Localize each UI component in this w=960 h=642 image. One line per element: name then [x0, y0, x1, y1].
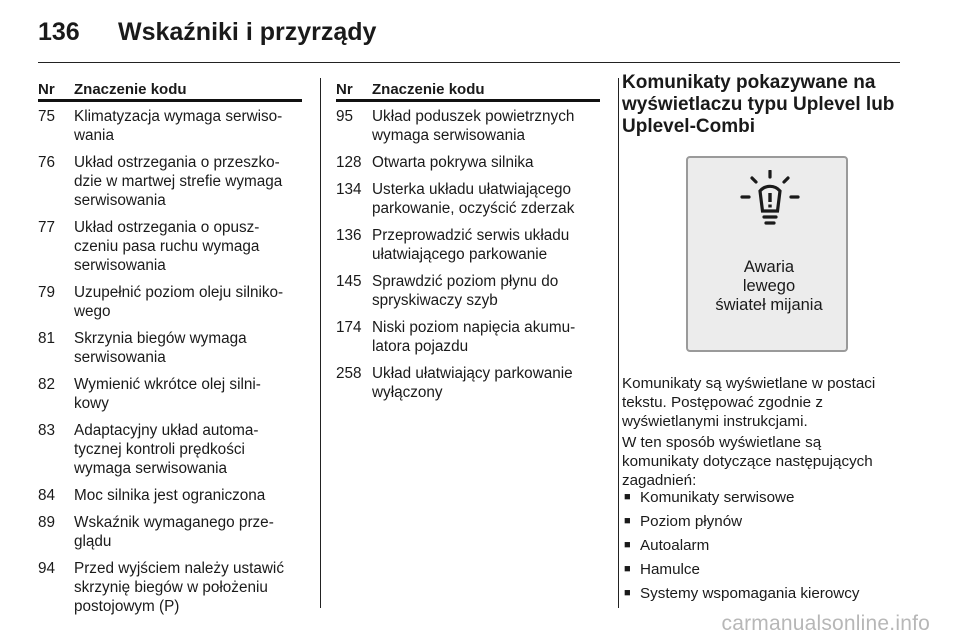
paragraph — [622, 374, 912, 431]
text-line: wyświetlaczu typu Uplevel lub — [622, 94, 895, 115]
bullet-list — [622, 488, 912, 608]
table-row — [336, 364, 600, 402]
column-header-meaning: Znaczenie kodu — [372, 81, 485, 98]
code-meaning — [372, 180, 600, 218]
text-line: parkowanie, oczyścić zderzak — [372, 200, 575, 217]
page-title: Wskaźniki i przyrządy — [118, 18, 377, 46]
list-item-text: Hamulce — [640, 561, 700, 578]
paragraph — [622, 433, 912, 490]
table-row — [38, 513, 302, 551]
text-line: Komunikaty pokazywane na — [622, 72, 876, 93]
code-table-middle — [336, 80, 600, 410]
text-line: wymaga serwisowania — [372, 127, 526, 144]
code-number: 82 — [38, 376, 56, 393]
watermark: carmanualsonline.info — [721, 612, 930, 635]
text-line: glądu — [74, 533, 112, 550]
code-meaning — [372, 318, 600, 356]
text-line: dzie w martwej strefie wymaga — [74, 173, 283, 190]
text-line: serwisowania — [74, 192, 166, 209]
code-number: 84 — [38, 487, 56, 504]
table-row — [38, 486, 302, 505]
table-row — [38, 329, 302, 367]
text-line: skrzynię biegów w położeniu — [74, 579, 268, 596]
table-row — [38, 559, 302, 616]
text-line: Komunikaty są wyświetlane w postaci — [622, 375, 876, 392]
table-row — [38, 421, 302, 478]
text-line: postojowym (P) — [74, 598, 180, 615]
bullet-square-icon: ■ — [624, 491, 631, 503]
text-line: Klimatyzacja wymaga serwiso- — [74, 108, 283, 125]
list-item — [622, 512, 912, 531]
bullet-square-icon: ■ — [624, 515, 631, 527]
table-rows — [336, 107, 600, 402]
low-beam-lamp-failure-icon — [740, 170, 800, 238]
table-row — [336, 272, 600, 310]
code-meaning — [372, 272, 600, 310]
text-line: Uzupełnić poziom oleju silniko- — [74, 284, 284, 301]
table-row — [38, 218, 302, 275]
text-line: Skrzynia biegów wymaga — [74, 330, 247, 347]
text-line: Sprawdzić poziom płynu do — [372, 273, 559, 290]
table-row — [336, 153, 600, 172]
code-number: 81 — [38, 330, 56, 347]
code-number: 258 — [336, 365, 362, 382]
code-meaning — [372, 153, 600, 172]
text-line: Przeprowadzić serwis układu — [372, 227, 570, 244]
text-line: lewego — [742, 277, 796, 295]
code-number: 79 — [38, 284, 56, 301]
text-line: wymaga serwisowania — [74, 460, 228, 477]
text-line: Usterka układu ułatwiającego — [372, 181, 571, 198]
code-number: 76 — [38, 154, 56, 171]
code-meaning — [74, 486, 302, 505]
table-header — [38, 80, 302, 102]
table-header — [336, 80, 600, 102]
column-header-meaning: Znaczenie kodu — [74, 81, 187, 98]
code-number: 75 — [38, 108, 56, 125]
text-line: świateł mijania — [715, 296, 823, 314]
section-title — [622, 72, 904, 138]
text-line: serwisowania — [74, 349, 166, 366]
text-line: Adaptacyjny układ automa- — [74, 422, 259, 439]
text-line: Wymienić wkrótce olej silni- — [74, 376, 261, 393]
column-divider — [320, 78, 321, 608]
code-number: 174 — [336, 319, 362, 336]
text-line: Otwarta pokrywa silnika — [372, 154, 534, 171]
table-row — [38, 375, 302, 413]
code-number: 136 — [336, 227, 362, 244]
text-line: wyświetlanymi instrukcjami. — [622, 413, 808, 430]
text-line: Niski poziom napięcia akumu- — [372, 319, 576, 336]
bullet-square-icon: ■ — [624, 539, 631, 551]
code-meaning — [74, 375, 302, 413]
display-panel — [686, 156, 848, 352]
code-number: 128 — [336, 154, 362, 171]
text-line: Uplevel-Combi — [622, 116, 756, 137]
text-line: serwisowania — [74, 257, 166, 274]
text-line: tekstu. Postępować zgodnie z — [622, 394, 823, 411]
right-column — [622, 72, 904, 602]
text-line: czeniu pasa ruchu wymaga — [74, 238, 260, 255]
code-meaning — [74, 153, 302, 210]
text-line: Układ ułatwiający parkowanie — [372, 365, 573, 382]
text-line: Wskaźnik wymaganego prze- — [74, 514, 274, 531]
code-number: 145 — [336, 273, 362, 290]
column-divider — [618, 78, 619, 608]
text-line: W ten sposób wyświetlane są — [622, 434, 822, 451]
page-number: 136 — [38, 18, 80, 46]
code-meaning — [74, 421, 302, 478]
list-item-text: Komunikaty serwisowe — [640, 489, 795, 506]
list-item — [622, 536, 912, 555]
display-illustration — [668, 152, 848, 372]
text-line: Moc silnika jest ograniczona — [74, 487, 266, 504]
table-rows — [38, 107, 302, 616]
code-number: 89 — [38, 514, 56, 531]
table-row — [38, 153, 302, 210]
code-meaning — [372, 364, 600, 402]
text-line: Awaria — [743, 258, 795, 276]
column-header-nr: Nr — [38, 81, 55, 98]
list-item — [622, 560, 912, 579]
text-line: Układ poduszek powietrznych — [372, 108, 575, 125]
list-item-text: Autoalarm — [640, 537, 710, 554]
code-meaning — [372, 107, 600, 145]
text-line: ułatwiającego parkowanie — [372, 246, 548, 263]
list-item — [622, 584, 912, 603]
table-row — [336, 226, 600, 264]
table-row — [336, 318, 600, 356]
code-number: 134 — [336, 181, 362, 198]
text-line: Przed wyjściem należy ustawić — [74, 560, 284, 577]
bullet-square-icon: ■ — [624, 587, 631, 599]
text-line: wego — [74, 303, 111, 320]
text-line: tycznej kontroli prędkości — [74, 441, 245, 458]
bullet-square-icon: ■ — [624, 563, 631, 575]
list-item — [622, 488, 912, 507]
column-header-nr: Nr — [336, 81, 353, 98]
text-line: wania — [74, 127, 114, 144]
text-line: wyłączony — [372, 384, 443, 401]
code-meaning — [74, 283, 302, 321]
code-number: 95 — [336, 108, 354, 125]
display-message — [688, 258, 850, 315]
code-number: 94 — [38, 560, 56, 577]
table-row — [38, 283, 302, 321]
code-meaning — [74, 107, 302, 145]
table-row — [336, 180, 600, 218]
code-number: 83 — [38, 422, 56, 439]
code-meaning — [74, 329, 302, 367]
code-meaning — [372, 226, 600, 264]
code-table-left — [38, 80, 302, 624]
code-number: 77 — [38, 219, 56, 236]
table-row — [38, 107, 302, 145]
code-meaning — [74, 559, 302, 616]
text-line: latora pojazdu — [372, 338, 469, 355]
text-line: spryskiwaczy szyb — [372, 292, 498, 309]
text-line: Układ ostrzegania o opusz- — [74, 219, 260, 236]
code-meaning — [74, 513, 302, 551]
text-line: zagadnień: — [622, 472, 697, 489]
table-row — [336, 107, 600, 145]
list-item-text: Systemy wspomagania kierowcy — [640, 585, 860, 602]
text-line: komunikaty dotyczące następujących — [622, 453, 873, 470]
code-meaning — [74, 218, 302, 275]
text-line: Układ ostrzegania o przeszko- — [74, 154, 280, 171]
list-item-text: Poziom płynów — [640, 513, 743, 530]
text-line: kowy — [74, 395, 109, 412]
header-rule — [38, 62, 900, 63]
